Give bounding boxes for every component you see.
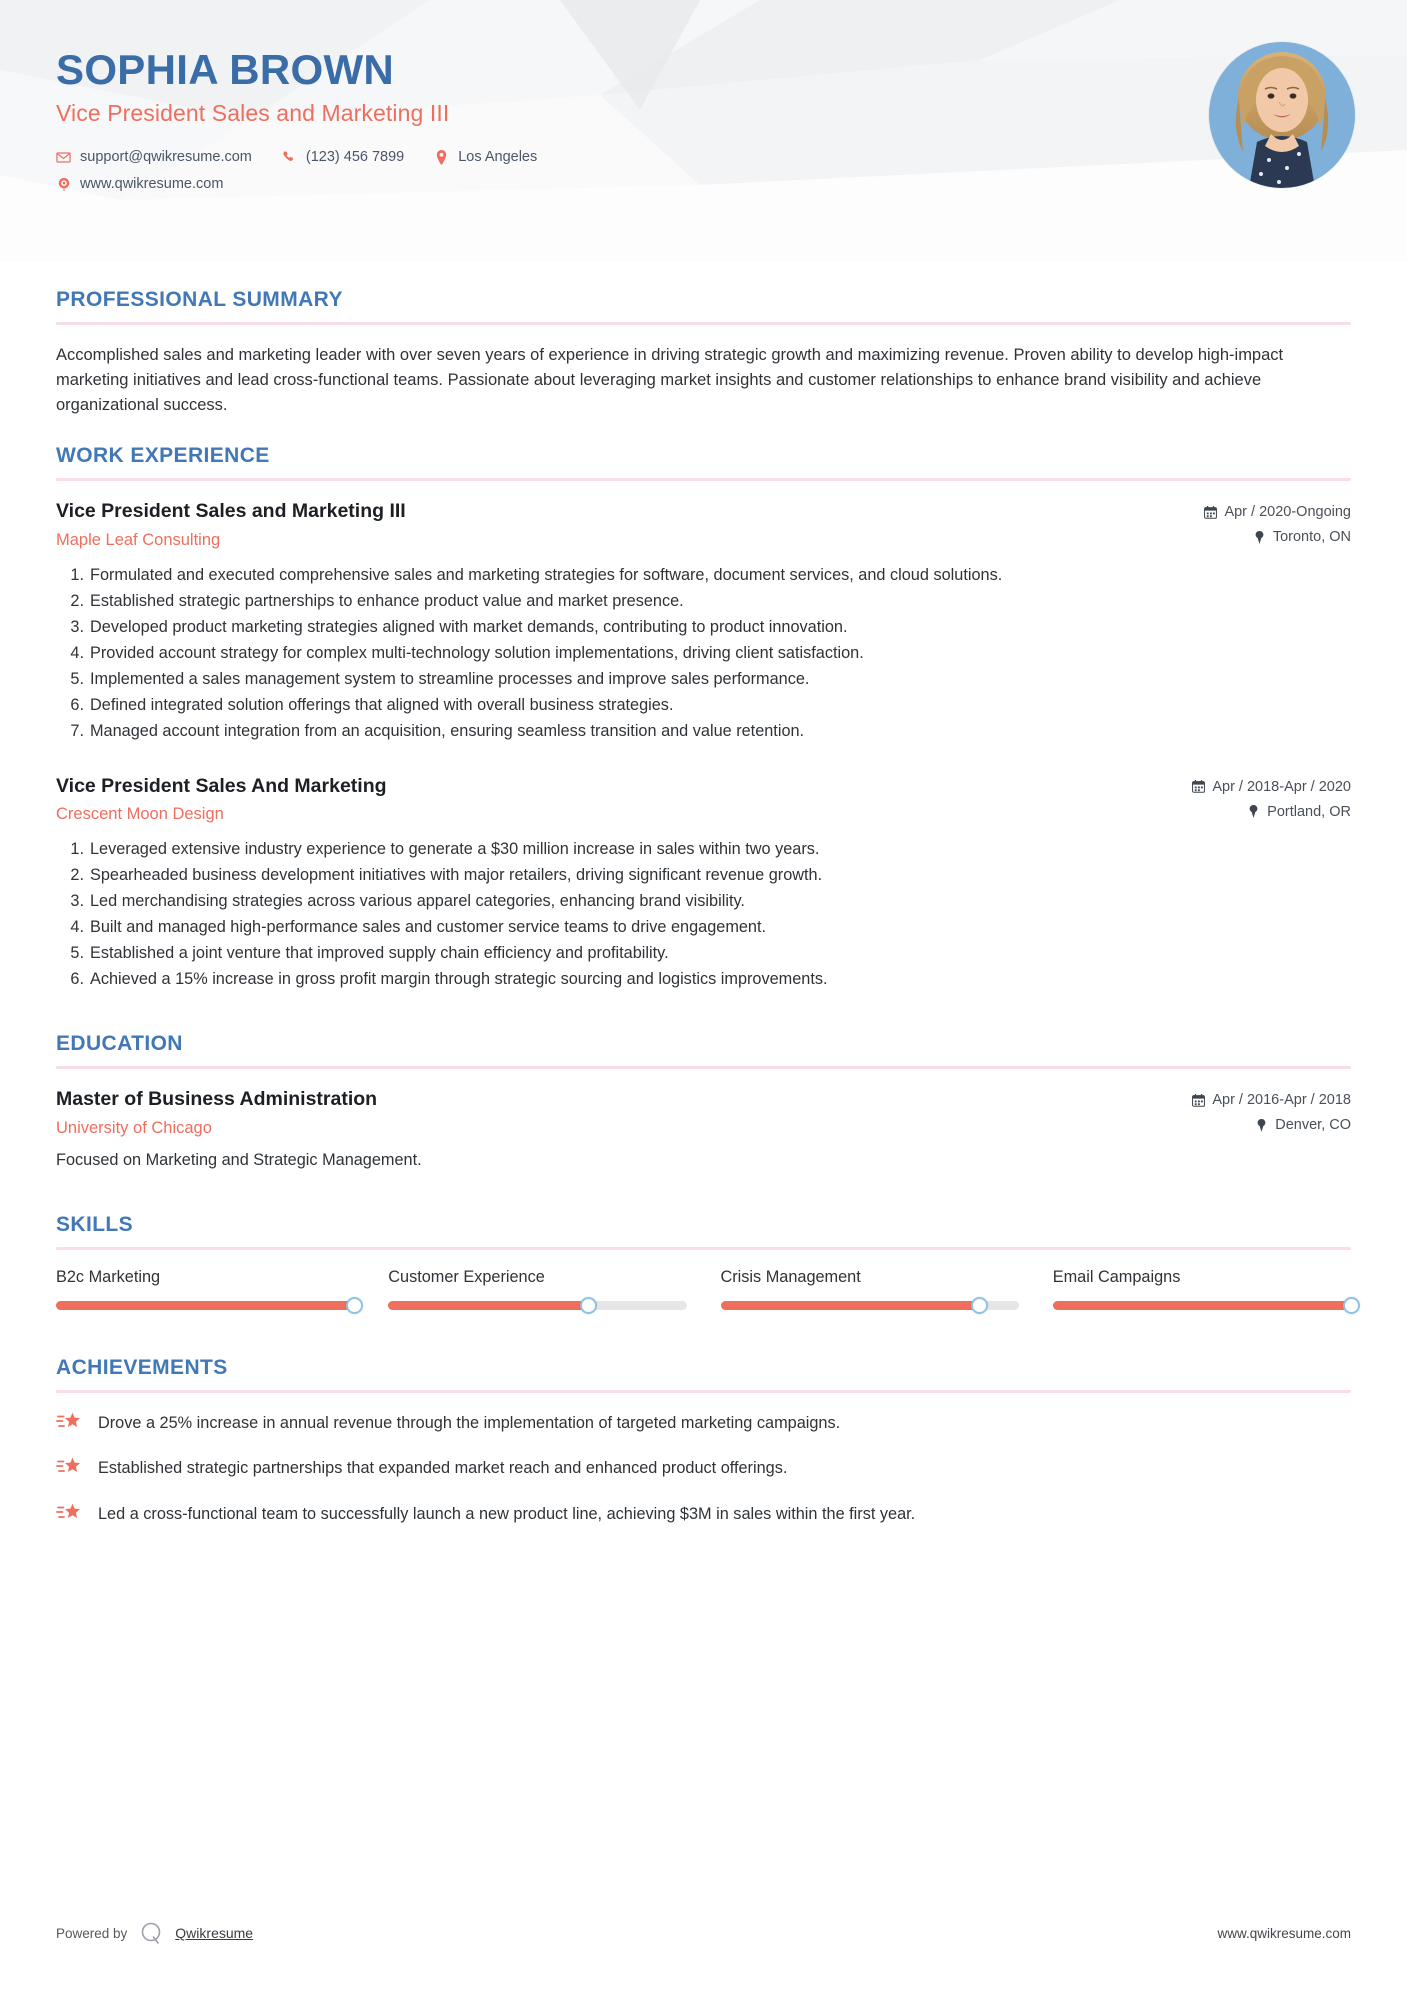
contact-row-primary <box>56 149 1351 165</box>
avatar-photo <box>1209 42 1355 188</box>
shooting-star-icon <box>56 1500 82 1526</box>
work-location-text: Portland, OR <box>1267 803 1351 820</box>
work-date-text: Apr / 2018-Apr / 2020 <box>1212 778 1351 795</box>
skill-progress-knob[interactable] <box>580 1297 597 1314</box>
powered-by-label: Powered by <box>56 1925 128 1941</box>
work-entry-meta <box>1204 499 1351 545</box>
work-location <box>1192 804 1351 820</box>
skill-item <box>56 1268 354 1326</box>
map-marker-icon <box>1253 531 1266 544</box>
map-marker-icon <box>1247 805 1260 818</box>
skill-label: Customer Experience <box>388 1267 545 1286</box>
education-location <box>1192 1117 1351 1133</box>
work-location <box>1204 529 1351 545</box>
qwikresume-logo-icon <box>138 1920 164 1946</box>
summary-text: Accomplished sales and marketing leader with over seven years of experience in driving strategic growth and maximizing revenue. Proven ability to develop high-impact marketing initiatives and lead cross-functional teams. Passionate about leveraging market insights and customer relationships to enhance brand visibility and achieve organizational success. <box>56 346 1284 415</box>
calendar-icon <box>1204 506 1217 519</box>
contact-location-text: Los Angeles <box>458 149 538 166</box>
work-bullet: Leveraged extensive industry experience to generate a $30 million increase in sales within two years. <box>90 840 820 859</box>
work-bullet: Achieved a 15% increase in gross profit margin through strategic sourcing and logistics improvements. <box>90 970 828 989</box>
education-entry-main <box>56 1087 1192 1139</box>
work-entry-main <box>56 499 1204 551</box>
map-marker-icon <box>1255 1119 1268 1132</box>
skill-progress-fill <box>388 1301 588 1310</box>
resume-header <box>0 0 1407 262</box>
footer-website[interactable]: www.qwikresume.com <box>1217 1925 1351 1941</box>
work-bullet: Established a joint venture that improved supply chain efficiency and profitability. <box>90 944 669 963</box>
contact-website-text: www.qwikresume.com <box>80 176 224 193</box>
work-bullet-list <box>56 838 1351 992</box>
education-degree: Master of Business Administration <box>56 1088 378 1111</box>
section-education <box>56 1032 1351 1172</box>
globe-icon <box>56 177 71 192</box>
work-bullet: Led merchandising strategies across various apparel categories, enhancing brand visibility. <box>90 892 745 911</box>
skill-progress-fill <box>1053 1301 1351 1310</box>
work-entry-header <box>56 499 1351 551</box>
work-entry-meta <box>1192 774 1351 820</box>
achievement-text: Drove a 25% increase in annual revenue through the implementation of targeted marketing campaigns. <box>98 1413 841 1432</box>
section-achievements <box>56 1356 1351 1527</box>
work-entry-main <box>56 774 1192 826</box>
section-professional-summary <box>56 288 1351 418</box>
resume-footer <box>56 1920 1351 1946</box>
section-title-education: EDUCATION <box>56 1032 183 1056</box>
skill-label: B2c Marketing <box>56 1267 161 1286</box>
section-work-experience <box>56 444 1351 992</box>
skill-progress-knob[interactable] <box>1343 1297 1360 1314</box>
education-date <box>1192 1092 1351 1108</box>
achievement-text: Led a cross-functional team to successfully launch a new product line, achieving $3M in sales within the first year. <box>98 1504 916 1523</box>
skills-grid <box>56 1268 1351 1326</box>
work-job-title: Vice President Sales and Marketing III <box>56 500 406 523</box>
map-pin-icon <box>434 150 449 165</box>
work-company-name: Maple Leaf Consulting <box>56 530 221 549</box>
work-entry-header <box>56 774 1351 826</box>
section-divider <box>56 1066 1351 1069</box>
work-bullet-list <box>56 564 1351 744</box>
skill-item <box>721 1268 1019 1326</box>
education-school: University of Chicago <box>56 1118 212 1137</box>
skill-item <box>1053 1268 1351 1326</box>
work-bullet: Provided account strategy for complex multi-technology solution implementations, driving client satisfaction. <box>90 643 864 662</box>
skill-progress-knob[interactable] <box>346 1297 363 1314</box>
achievement-item <box>56 1502 1351 1527</box>
candidate-name: SOPHIA BROWN <box>56 46 395 93</box>
education-entry-meta <box>1192 1087 1351 1133</box>
section-title-summary: PROFESSIONAL SUMMARY <box>56 288 343 311</box>
achievement-item <box>56 1456 1351 1481</box>
work-bullet: Defined integrated solution offerings that aligned with overall business strategies. <box>90 695 674 714</box>
section-divider <box>56 1390 1351 1393</box>
education-location-text: Denver, CO <box>1275 1117 1351 1134</box>
skill-progress-fill <box>721 1301 980 1310</box>
section-divider <box>56 478 1351 481</box>
resume-body <box>0 288 1407 1526</box>
work-date <box>1204 504 1351 520</box>
section-divider <box>56 322 1351 325</box>
shooting-star-icon <box>56 1409 82 1435</box>
section-skills <box>56 1213 1351 1326</box>
work-bullet: Built and managed high-performance sales and customer service teams to drive engagement. <box>90 918 767 937</box>
work-bullet: Implemented a sales management system to streamline processes and improve sales performance. <box>90 669 810 688</box>
skill-label: Crisis Management <box>720 1267 861 1286</box>
section-title-achievements: ACHIEVEMENTS <box>56 1355 228 1379</box>
skill-progress-knob[interactable] <box>971 1297 988 1314</box>
skill-item <box>388 1268 686 1326</box>
work-date-text: Apr / 2020-Ongoing <box>1224 504 1351 521</box>
work-job-title: Vice President Sales And Marketing <box>56 774 387 797</box>
footer-branding <box>56 1920 253 1946</box>
work-bullet: Formulated and executed comprehensive sales and marketing strategies for software, document services, and cloud solutions. <box>90 566 1003 585</box>
work-company-name: Crescent Moon Design <box>56 805 224 824</box>
contact-phone-text: (123) 456 7899 <box>305 149 405 166</box>
skill-progress-fill <box>56 1301 354 1310</box>
skill-progress-track <box>721 1301 1019 1310</box>
work-entry <box>56 499 1351 743</box>
envelope-icon <box>56 150 71 165</box>
education-description: Focused on Marketing and Strategic Management. <box>56 1150 422 1169</box>
education-entry <box>56 1087 1351 1172</box>
skill-label: Email Campaigns <box>1052 1267 1181 1286</box>
skill-progress-track <box>56 1301 354 1310</box>
section-title-work: WORK EXPERIENCE <box>56 444 270 468</box>
shooting-star-icon <box>56 1454 82 1480</box>
education-date-text: Apr / 2016-Apr / 2018 <box>1212 1092 1351 1109</box>
contact-email-text: support@qwikresume.com <box>80 149 252 166</box>
section-divider <box>56 1247 1351 1250</box>
education-entry-header <box>56 1087 1351 1139</box>
contact-location <box>434 149 537 165</box>
qwikresume-link[interactable]: Qwikresume <box>175 1925 254 1941</box>
work-bullet: Managed account integration from an acquisition, ensuring seamless transition and value retention. <box>90 721 805 740</box>
section-title-skills: SKILLS <box>56 1212 134 1236</box>
work-bullet: Spearheaded business development initiatives with major retailers, driving significant revenue growth. <box>90 866 823 885</box>
achievement-item <box>56 1411 1351 1436</box>
work-date <box>1192 779 1351 795</box>
calendar-icon <box>1192 780 1205 793</box>
work-entry <box>56 774 1351 993</box>
candidate-job-title: Vice President Sales and Marketing III <box>56 100 450 127</box>
contact-email[interactable] <box>56 149 252 165</box>
work-bullet: Established strategic partnerships to enhance product value and market presence. <box>90 591 684 610</box>
avatar <box>1209 42 1355 188</box>
achievement-list <box>56 1411 1351 1527</box>
contact-phone[interactable] <box>282 149 404 165</box>
work-bullet: Developed product marketing strategies aligned with market demands, contributing to product innovation. <box>90 617 848 636</box>
skill-progress-track <box>388 1301 686 1310</box>
calendar-icon <box>1192 1094 1205 1107</box>
contact-website[interactable] <box>56 176 223 192</box>
achievement-text: Established strategic partnerships that expanded market reach and enhanced product offerings. <box>98 1459 788 1478</box>
phone-icon <box>282 150 297 165</box>
contact-row-secondary <box>56 176 1351 192</box>
work-location-text: Toronto, ON <box>1272 529 1351 546</box>
skill-progress-track <box>1053 1301 1351 1310</box>
